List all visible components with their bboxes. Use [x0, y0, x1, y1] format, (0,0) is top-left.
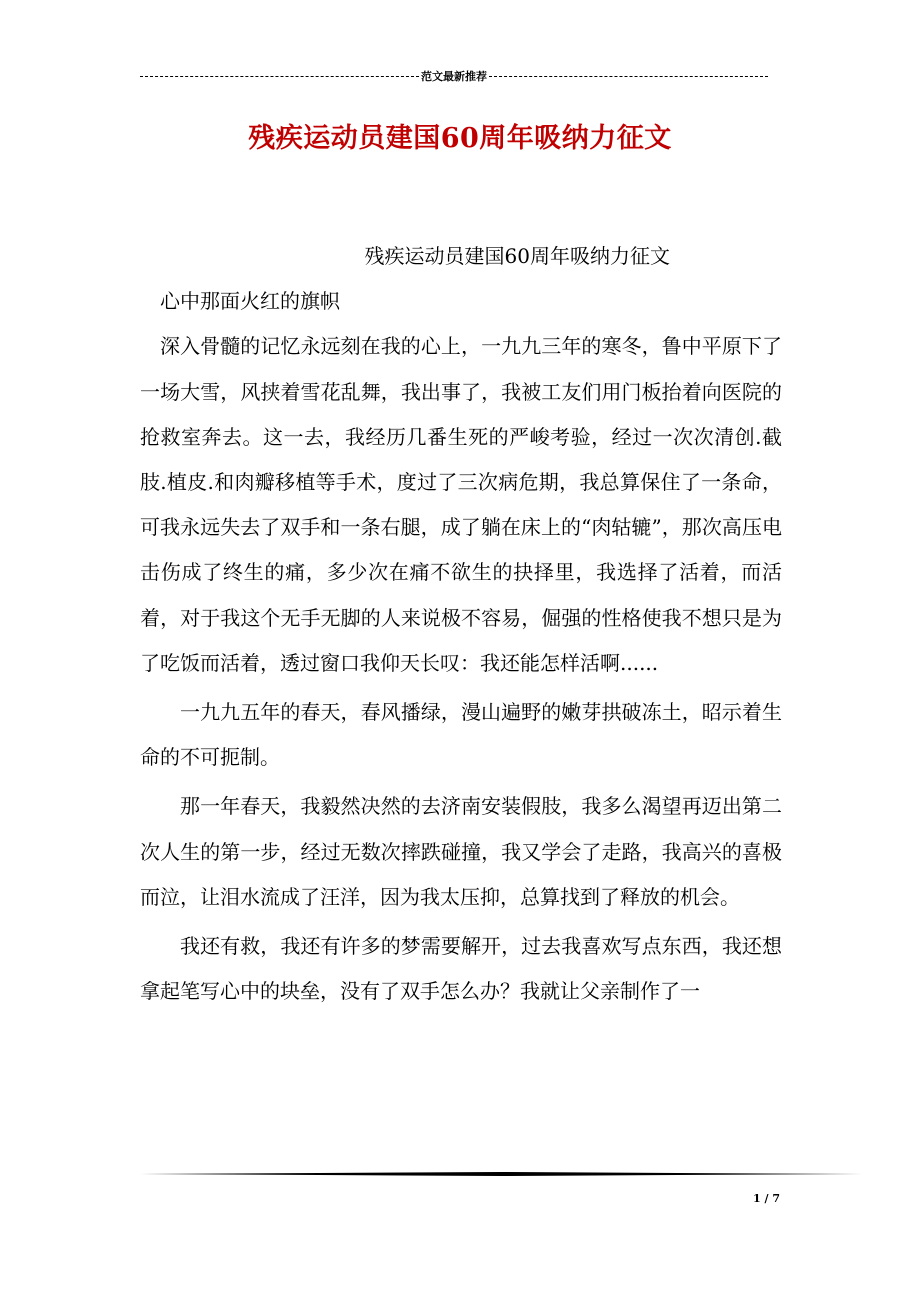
- paragraph-4: 我还有救，我还有许多的梦需要解开，过去我喜欢写点东西，我还想拿起笔写心中的块垒，没有了双手怎么办？我就让父亲制作了一: [140, 934, 782, 1004]
- document-body: [140, 234, 782, 1014]
- header-dash-left: [140, 76, 419, 77]
- page-header: [140, 66, 768, 86]
- paragraph-3: 那一年春天，我毅然决然的去济南安装假肢，我多么渴望再迈出第二次人生的第一步，经过无数次摔跌碰撞，我又学会了走路，我高兴的喜极而泣，让泪水流成了汪洋，因为我太压抑，总算找到了释放的机会。: [140, 794, 782, 909]
- paragraph-2: 一九九五年的春天，春风播绿，漫山遍野的嫩芽拱破冻土，昭示着生命的不可扼制。: [140, 700, 782, 770]
- header-dash-right: [489, 76, 768, 77]
- paragraph-1: 深入骨髓的记忆永远刻在我的心上，一九九三年的寒冬，鲁中平原下了一场大雪，风挟着雪花乱舞，我出事了，我被工友们用门板抬着向医院的抢救室奔去。这一去，我经历几番生死的严峻考验，经过一次次清创.截肢.植皮.和肉瓣移植等手术，度过了三次病危期，我总算保住了一条命，可我永远失去了双手和一条右腿，成了躺在床上的“肉轱辘”，那次高压电击伤成了终生的痛，多少次在痛不欲生的抉择里，我选择了活着，而活着，对于我这个无手无脚的人来说极不容易，倔强的性格使我不想只是为了吃饭而活着，透过窗口我仰天长叹：我还能怎样活啊......: [140, 334, 782, 675]
- document-subtitle: 残疾运动员建国60周年吸纳力征文: [364, 244, 670, 268]
- page-number: 1 / 7: [753, 1192, 780, 1205]
- document-title: 残疾运动员建国60周年吸纳力征文: [248, 123, 672, 154]
- header-label: 范文最新推荐: [421, 70, 487, 83]
- footer-divider: [140, 1172, 862, 1176]
- section-heading: 心中那面火红的旗帜: [160, 289, 340, 314]
